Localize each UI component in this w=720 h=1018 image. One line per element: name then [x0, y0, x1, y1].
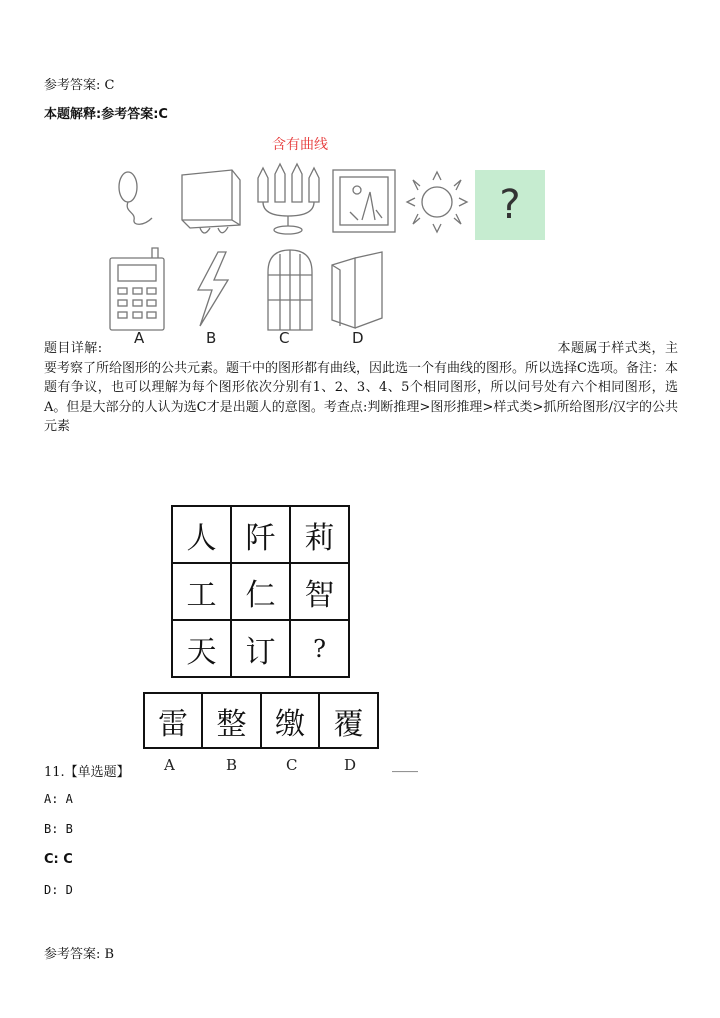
explanation-text: 本题属于样式类，主要考察了所给图形的公共元素。题干中的图形都有曲线，因此选一个有曲线的图形。所以选择C选项。备注：本题有争议，也可以理解为每个图形依次分别有1、2、3、4、5个相同图形，所以问号处有六个相同图形，选A。但是大部分的人认为选C才是出题人的意图。考查点:判断推理>图形推理>样式类>抓所给图形/汉字的公共元素	[44, 341, 678, 434]
option-label-c: C	[279, 329, 290, 347]
grid-cell: 阡	[245, 520, 276, 556]
question-mark-text: ?	[499, 182, 521, 228]
choice-cell-a: 雷	[158, 706, 188, 742]
choice-label-c: C	[286, 756, 298, 774]
choice-cell-d: 覆	[333, 706, 364, 742]
option-label-a: A	[134, 329, 145, 347]
grid-cell-question: ?	[313, 634, 326, 663]
answer-blank: ____	[392, 758, 418, 773]
option-d[interactable]: D: D	[44, 883, 73, 897]
grid-cell: 智	[304, 577, 335, 613]
figure-title: 含有曲线	[272, 137, 328, 153]
choice-label-d: D	[344, 756, 357, 774]
explanation-heading: 本题解释:参考答案:C	[44, 107, 168, 122]
grid-cell: 仁	[245, 577, 276, 613]
choice-cell-b: 整	[216, 706, 247, 742]
option-label-b: B	[206, 329, 217, 347]
option-label-d: D	[352, 329, 364, 347]
choice-label-a: A	[164, 756, 175, 774]
answer-line-top: 参考答案: C	[44, 78, 115, 93]
grid-cell: 莉	[304, 520, 335, 556]
option-c[interactable]: C: C	[44, 852, 73, 867]
grid-cell: 工	[186, 577, 217, 613]
grid-cell: 人	[186, 520, 217, 556]
choice-cell-c: 缴	[275, 706, 305, 742]
question-number: 11.【单选题】	[44, 765, 130, 780]
option-b[interactable]: B: B	[44, 822, 73, 836]
explanation-lead: 题目详解:	[44, 341, 103, 356]
option-a[interactable]: A: A	[44, 792, 73, 806]
grid-cell: 订	[245, 634, 276, 670]
answer-line-bottom: 参考答案: B	[44, 947, 115, 962]
choice-label-b: B	[226, 756, 238, 774]
grid-cell: 天	[186, 634, 217, 670]
